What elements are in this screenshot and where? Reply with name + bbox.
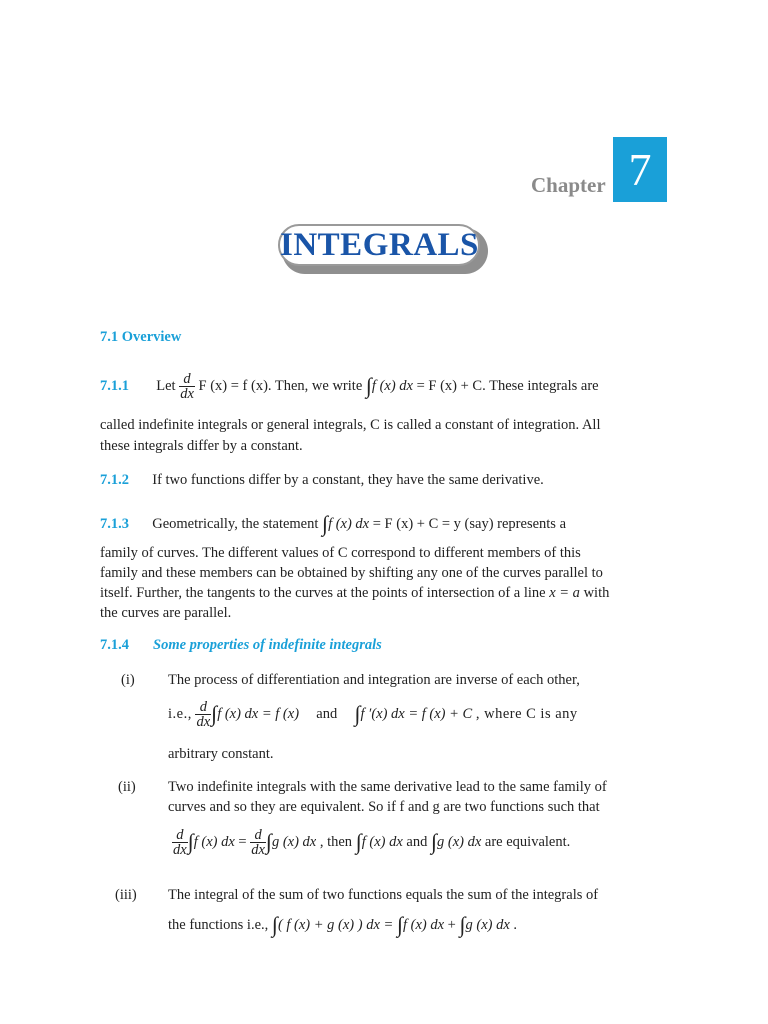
para-7-1-3-line2: family of curves. The different values of C correspond to different members of this: [100, 545, 581, 561]
chapter-number: 7: [628, 144, 652, 195]
item-iii-line1: The integral of the sum of two functions equals the sum of the integrals of: [168, 887, 599, 903]
integral-sign: ∫: [430, 828, 437, 854]
para-7-1-1-line2: called indefinite integrals or general integrals, C is called a constant of integration. All: [100, 417, 601, 433]
item-i-line1: The process of differentiation and integration are inverse of each other,: [168, 672, 580, 688]
integrand: f (x) dx: [371, 377, 413, 394]
derivative-fraction: [250, 828, 266, 857]
math-expr: g (x) dx: [271, 833, 317, 850]
integral-sign: ∫: [322, 511, 329, 536]
text: Geometrically, the statement: [152, 516, 319, 532]
para-number: 7.1.3: [100, 516, 129, 532]
para-number: 7.1.4: [100, 637, 129, 653]
item-ii-line1: Two indefinite integrals with the same derivative lead to the same family of: [168, 779, 607, 795]
math-inline: x = a: [549, 585, 580, 601]
item-i-line2: [168, 700, 668, 729]
text: the functions i.e.,: [168, 917, 269, 933]
integral-sign: ∫: [271, 912, 278, 937]
integral-sign: ∫: [265, 828, 272, 854]
chapter-number-box: [613, 137, 667, 202]
para-7-1-3-line3: family and these members can be obtained by shifting any one of the curves parallel to: [100, 565, 603, 581]
frac-den: dx: [173, 842, 187, 858]
frac-num: d: [250, 828, 266, 843]
item-label: (i): [121, 672, 135, 688]
text: Let: [156, 377, 176, 394]
subsection-heading: Some properties of indefinite integrals: [153, 637, 382, 653]
frac-den: dx: [180, 386, 194, 402]
item-label: (iii): [115, 887, 137, 903]
text: , then: [319, 833, 353, 850]
integral-sign: ∫: [396, 912, 403, 937]
integral-sign: ∫: [459, 912, 466, 937]
para-7-1-1-line3: these integrals differ by a constant.: [100, 438, 303, 454]
item-ii-line2: curves and so they are equivalent. So if f and g are two functions such that: [168, 799, 600, 815]
text: F (x) = f (x). Then, we write: [198, 377, 363, 394]
plus: +: [447, 917, 456, 933]
integrand: f (x) dx: [328, 516, 370, 532]
para-7-1-3-line1: [100, 511, 668, 536]
derivative-fraction: [172, 828, 188, 857]
integral-sign: ∫: [354, 700, 361, 726]
para-7-1-4: [100, 636, 668, 654]
title-pill: [278, 224, 480, 266]
integral-sign: ∫: [211, 700, 218, 726]
frac-den: dx: [251, 842, 265, 858]
integral-sign: ∫: [355, 828, 362, 854]
section-heading: 7.1 Overview: [100, 329, 182, 345]
integral-sign: ∫: [187, 828, 194, 854]
equals: =: [238, 833, 247, 850]
text: and: [316, 705, 338, 722]
para-number: 7.1.1: [100, 377, 129, 394]
math-expr: f (x) dx: [402, 917, 445, 933]
item-label: (ii): [118, 779, 136, 795]
text: are equivalent.: [484, 833, 571, 850]
text: with: [583, 585, 610, 601]
frac-num: d: [179, 372, 195, 387]
integral-sign: ∫: [365, 372, 372, 398]
para-7-1-3-line5: the curves are parallel.: [100, 605, 232, 621]
item-ii-line3: [172, 828, 668, 857]
frac-num: d: [195, 700, 211, 715]
text: itself. Further, the tangents to the curves at the points of intersection of a line: [100, 585, 546, 601]
para-7-1-2: [100, 470, 668, 490]
derivative-fraction: [179, 372, 195, 401]
text: , where C is any: [475, 705, 578, 722]
math-expr: g (x) dx: [465, 917, 510, 933]
chapter-label: Chapter: [531, 173, 606, 197]
derivative-fraction: [195, 700, 211, 729]
text: = F (x) + C = y (say) represents a: [372, 516, 567, 532]
text: and: [406, 833, 428, 850]
frac-num: d: [172, 828, 188, 843]
math-expr: f ′(x) dx = f (x) + C: [360, 705, 473, 722]
math-expr: f (x) dx = f (x): [217, 705, 300, 722]
frac-den: dx: [196, 714, 211, 730]
text: i.e.,: [168, 705, 192, 722]
para-7-1-3-line4: [100, 583, 668, 603]
period: .: [513, 917, 518, 933]
item-i-line3: arbitrary constant.: [168, 746, 274, 762]
math-expr: g (x) dx: [437, 833, 482, 850]
math-expr: ( f (x) + g (x) ) dx =: [277, 917, 397, 933]
para-7-1-1-line1: [100, 372, 668, 401]
para-number: 7.1.2: [100, 472, 129, 488]
text: If two functions differ by a constant, they have the same derivative.: [152, 472, 544, 488]
item-iii-line2: [168, 912, 668, 937]
math-expr: f (x) dx: [193, 833, 235, 850]
math-expr: f (x) dx: [361, 833, 403, 850]
text: = F (x) + C. These integrals are: [416, 377, 599, 394]
page-title: INTEGRALS: [280, 227, 479, 263]
